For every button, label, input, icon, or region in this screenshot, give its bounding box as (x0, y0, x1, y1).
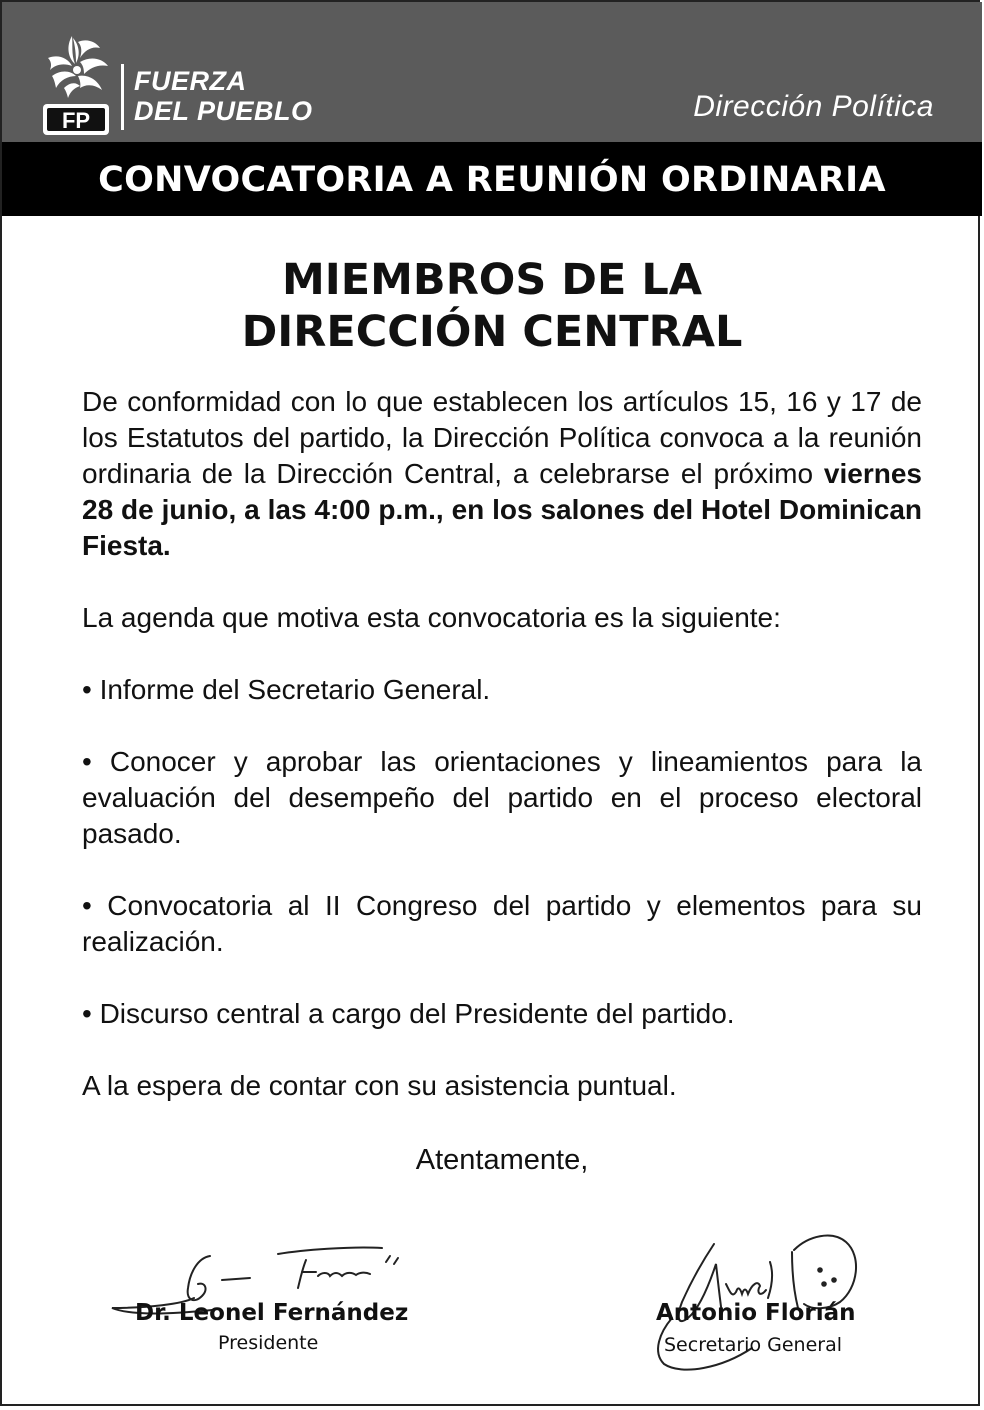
party-logo-icon (42, 32, 112, 136)
agenda-intro: La agenda que motiva esta convocatoria es la siguiente: (82, 602, 781, 633)
brand-name-line2: DEL PUEBLO (134, 96, 313, 126)
agenda-item: • Convocatoria al II Congreso del partido y elementos para su realización. (82, 890, 922, 957)
signatory-role: Presidente (218, 1332, 319, 1354)
regards-line: Atentamente, (415, 1144, 589, 1176)
signatory-role: Secretario General (664, 1334, 843, 1356)
title-line1: MIEMBROS DE LA (281, 255, 703, 305)
header-bar (2, 2, 982, 142)
agenda-item: • Informe del Secretario General. (82, 674, 491, 705)
agenda-item: • Discurso central a cargo del Presidente del partido. (82, 998, 735, 1029)
intro-bold-details: viernes 28 de junio, a las 4:00 p.m., en los salones del Hotel Dominican Fiesta. (82, 458, 922, 561)
signatory-name: Antonio Florián (656, 1300, 856, 1326)
title-line2: DIRECCIÓN CENTRAL (241, 307, 743, 357)
intro-text: De conformidad con lo que establecen los artículos 15, 16 y 17 de los Estatutos del partido, la Dirección Política convoca a la reunión ordinaria de la Dirección Central, a celebrarse el próximo (82, 386, 922, 489)
announcement-banner: CONVOCATORIA A REUNIÓN ORDINARIA (2, 142, 982, 216)
page-title (2, 254, 982, 358)
brand-separator (121, 64, 124, 130)
logo-mark: FP (61, 108, 91, 133)
brand-name-line1: FUERZA (134, 66, 247, 96)
intro-paragraph (82, 384, 922, 564)
department-label: Dirección Política (693, 90, 934, 123)
signatory-name: Dr. Leonel Fernández (135, 1300, 409, 1326)
agenda-item: • Conocer y aprobar las orientaciones y lineamientos para la evaluación del desempeño del partido en el proceso electoral pasado. (82, 746, 922, 849)
closing-line: A la espera de contar con su asistencia puntual. (82, 1070, 677, 1101)
